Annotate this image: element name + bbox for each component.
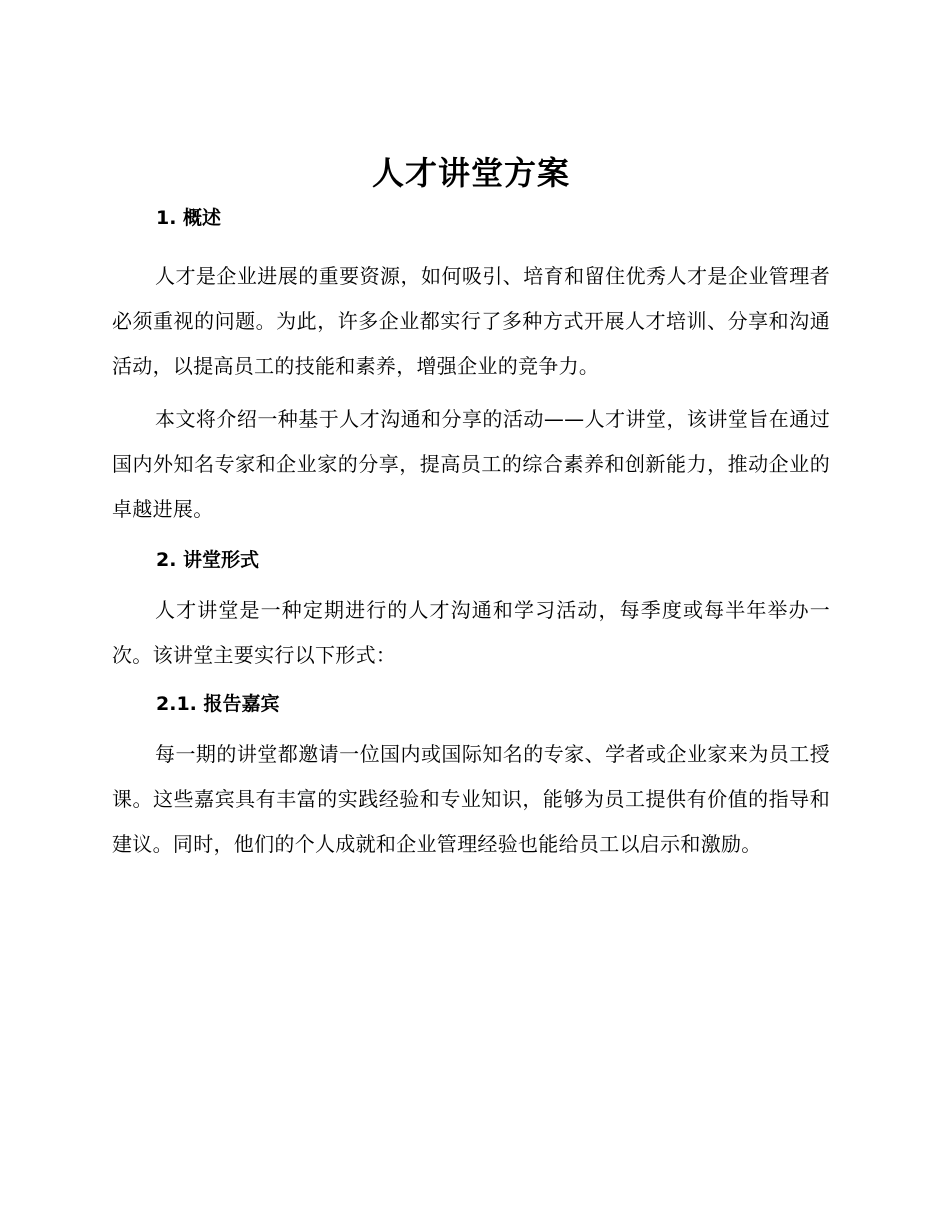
document-title: 人才讲堂方案 bbox=[371, 154, 570, 192]
paragraph-overview-2: 本文将介绍一种基于人才沟通和分享的活动——人才讲堂，该讲堂旨在通过国内外知名专家和企业家的分享，提高员工的综合素养和创新能力，推动企业的卓越进展。 bbox=[112, 407, 830, 521]
section-heading-guest-speakers: 2.1. 报告嘉宾 bbox=[156, 693, 280, 715]
paragraph-lecture-format-1: 人才讲堂是一种定期进行的人才沟通和学习活动，每季度或每半年举办一次。该讲堂主要实行以下形式： bbox=[112, 598, 830, 667]
paragraph-overview-1: 人才是企业进展的重要资源，如何吸引、培育和留住优秀人才是企业管理者必须重视的问题。为此，许多企业都实行了多种方式开展人才培训、分享和沟通活动，以提高员工的技能和素养，增强企业的竞争力。 bbox=[112, 264, 830, 378]
paragraph-guest-speakers-1: 每一期的讲堂都邀请一位国内或国际知名的专家、学者或企业家来为员工授课。这些嘉宾具有丰富的实践经验和专业知识，能够为员工提供有价值的指导和建议。同时，他们的个人成就和企业管理经验也能给员工以启示和激励。 bbox=[112, 742, 830, 856]
section-heading-overview: 1. 概述 bbox=[156, 207, 222, 229]
section-heading-lecture-format: 2. 讲堂形式 bbox=[156, 549, 260, 571]
